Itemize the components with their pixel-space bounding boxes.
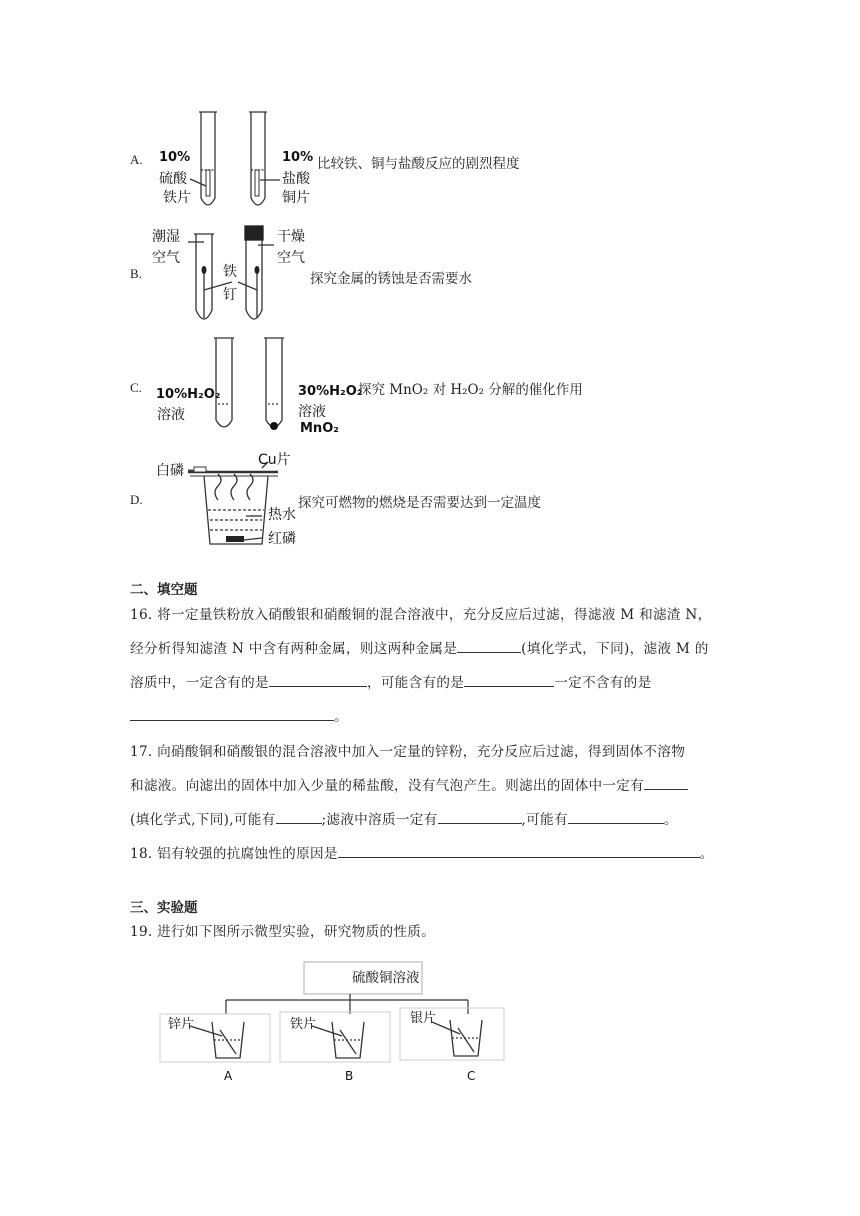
label: 热水 (268, 507, 296, 523)
q17-line1: 17. 向硝酸铜和硝酸银的混合溶液中加入一定量的锌粉，充分反应后过滤，得到固体不溶物 (130, 744, 686, 760)
label: 潮湿 (152, 229, 180, 245)
q16-line1: 16. 将一定量铁粉放入硝酸银和硝酸铜的混合溶液中，充分反应后过滤，得滤液 M 和滤渣 N， (130, 607, 712, 623)
text: 一定不含有的是 (554, 675, 652, 691)
option-caption: 探究 MnO₂ 对 H₂O₂ 分解的催化作用 (358, 382, 583, 398)
label: 10%H₂O₂ (156, 387, 221, 402)
option-caption: 比较铁、铜与盐酸反应的剧烈程度 (317, 156, 520, 172)
metal-label: 银片 (410, 1011, 437, 1026)
option-caption: 探究可燃物的燃烧是否需要达到一定温度 (298, 495, 541, 511)
label: MnO₂ (300, 421, 339, 436)
text: 18. 铝有较强的抗腐蚀性的原因是 (130, 846, 338, 862)
text: (填化学式，下同)，滤液 M 的 (521, 641, 709, 657)
metal-label: 锌片 (168, 1017, 195, 1032)
text: 溶质中，一定含有的是 (130, 675, 269, 691)
label: 空气 (277, 250, 305, 266)
label: Cu片 (258, 452, 291, 468)
text: ,可能有 (521, 812, 568, 828)
text: ，可能含有的是 (366, 675, 465, 691)
text: 。 (334, 709, 348, 725)
figure-title: 硫酸铜溶液 (352, 970, 420, 986)
label: 干燥 (277, 229, 305, 245)
beaker-letter: C (467, 1069, 476, 1083)
text: 。 (699, 846, 714, 862)
metal-label: 铁片 (290, 1017, 317, 1032)
option-letter: A. (130, 152, 143, 167)
section-title: 三、实验题 (130, 900, 198, 916)
label: 钉 (223, 287, 237, 303)
text: (填化学式,下同),可能有 (130, 812, 276, 828)
section-title: 二、填空题 (130, 582, 198, 598)
beaker-letter: A (224, 1069, 233, 1083)
label: 白磷 (156, 463, 184, 479)
option-letter: C. (130, 380, 142, 395)
label: 10% (159, 150, 191, 165)
option-caption: 探究金属的锈蚀是否需要水 (310, 271, 472, 287)
text: ;滤液中溶质一定有 (321, 812, 438, 828)
label: 10% (282, 150, 314, 165)
beaker-letter: B (345, 1069, 354, 1083)
option-letter: D. (130, 492, 143, 507)
text: 。 (663, 812, 678, 828)
text: 经分析得知滤渣 N 中含有两种金属，则这两种金属是 (130, 641, 458, 657)
label: 溶液 (298, 404, 326, 420)
label: 红磷 (268, 531, 296, 547)
label: 溶液 (157, 407, 185, 423)
question-19: 19. 进行如下图所示微型实验，研究物质的性质。 (130, 924, 436, 940)
label: 盐酸 (282, 171, 310, 187)
option-letter: B. (130, 266, 142, 281)
label: 铜片 (282, 190, 310, 206)
text: 和滤液。向滤出的固体中加入少量的稀盐酸，没有气泡产生。则滤出的固体中一定有 (130, 778, 645, 794)
label: 铁片 (163, 190, 191, 206)
label: 硫酸 (159, 171, 187, 187)
label: 30%H₂O₂ (298, 384, 363, 399)
label: 空气 (152, 250, 180, 266)
label: 铁 (223, 264, 237, 280)
